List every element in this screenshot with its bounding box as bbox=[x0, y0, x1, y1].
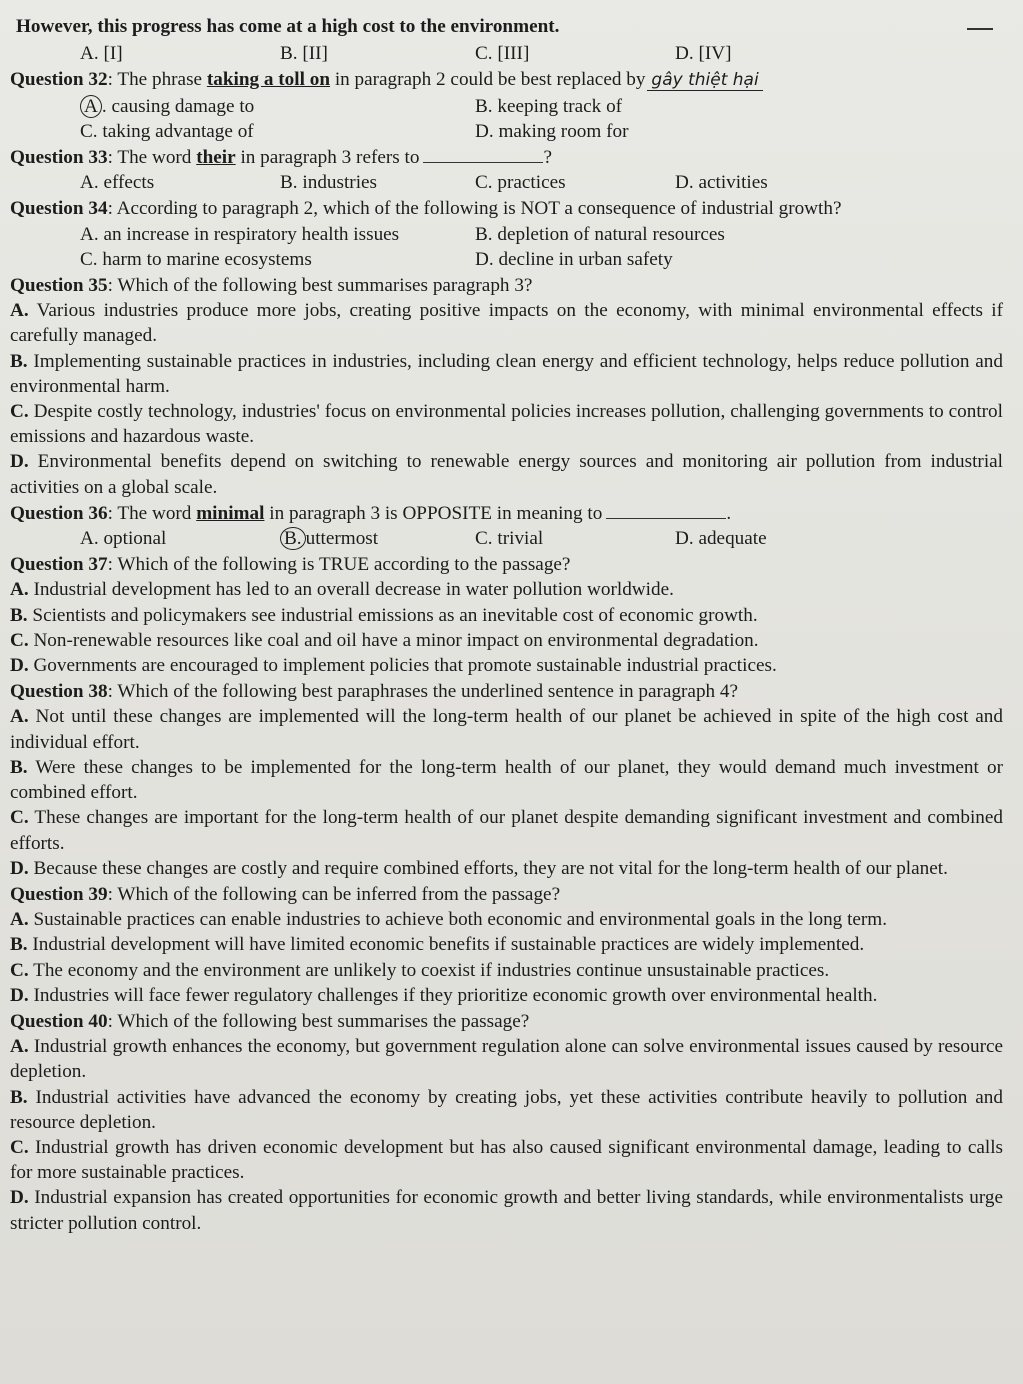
option-c[interactable]: C. harm to marine ecosystems bbox=[80, 248, 312, 270]
question-text: : Which of the following can be inferred from the passage? bbox=[107, 883, 561, 905]
option-letter: C. bbox=[10, 1136, 29, 1158]
option-b[interactable] bbox=[10, 349, 1005, 399]
option-letter: C. bbox=[10, 959, 29, 981]
option-text: Industries will face fewer regulatory challenges if they prioritize economic growth over environmental health. bbox=[28, 984, 878, 1006]
option-a-text: . causing damage to bbox=[101, 95, 255, 117]
question-text: in paragraph 3 refers to bbox=[235, 147, 420, 169]
option-a[interactable] bbox=[80, 94, 475, 119]
option-c[interactable] bbox=[10, 1135, 1005, 1185]
handwritten-note: gây thiệt hại bbox=[647, 70, 762, 91]
option-d[interactable]: D. [IV] bbox=[675, 43, 732, 65]
option-b[interactable]: B. depletion of natural resources bbox=[475, 223, 725, 245]
option-a[interactable]: A. an increase in respiratory health issues bbox=[80, 223, 400, 245]
q34-options-row1 bbox=[10, 222, 1005, 247]
q34-options-row2 bbox=[10, 247, 1005, 272]
option-c[interactable]: C. trivial bbox=[475, 528, 544, 550]
option-a[interactable] bbox=[10, 577, 1005, 602]
option-text: Were these changes to be implemented for the long-term health of our planet, they would demand much investment or combined effort. bbox=[10, 756, 1003, 804]
answer-circle-icon: A bbox=[80, 95, 102, 118]
q33-options bbox=[10, 170, 1005, 195]
option-letter: C. bbox=[10, 807, 29, 829]
option-c[interactable] bbox=[10, 805, 1005, 855]
option-text: These changes are important for the long-term health of our planet despite demanding significant investment and combined efforts. bbox=[10, 807, 1003, 854]
option-d[interactable] bbox=[10, 983, 1005, 1008]
option-letter: C. bbox=[10, 401, 29, 423]
question-label: Question 36 bbox=[10, 502, 108, 524]
question-text: : Which of the following is TRUE according to the passage? bbox=[107, 554, 571, 576]
q32-options-row1 bbox=[10, 94, 1005, 119]
question-text: : According to paragraph 2, which of the following is NOT a consequence of industrial growth? bbox=[107, 198, 842, 220]
question-text: : Which of the following best paraphrases the underlined sentence in paragraph 4? bbox=[107, 681, 739, 703]
option-letter: D. bbox=[10, 1187, 29, 1209]
option-text: Environmental benefits depend on switching to renewable energy sources and monitoring air pollution from industrial activities on a global scale. bbox=[10, 451, 1003, 498]
question-label: Question 39 bbox=[10, 883, 108, 905]
question-text: : The word bbox=[107, 502, 197, 524]
option-text: Governments are encouraged to implement policies that promote sustainable industrial practices. bbox=[28, 655, 777, 677]
question-33 bbox=[10, 145, 1005, 170]
question-end: . bbox=[726, 502, 732, 524]
option-c[interactable] bbox=[10, 399, 1005, 449]
option-c[interactable]: C. [III] bbox=[475, 43, 530, 65]
question-label: Question 32 bbox=[10, 69, 108, 91]
option-text: Industrial growth has driven economic development but has also caused significant environmental damage, leading to calls for more sustainable practices. bbox=[10, 1136, 1003, 1184]
option-letter: A. bbox=[10, 300, 29, 322]
question-label: Question 38 bbox=[10, 681, 108, 703]
option-a[interactable] bbox=[10, 1034, 1005, 1084]
option-b[interactable] bbox=[10, 932, 1005, 957]
q36-options bbox=[10, 526, 1005, 551]
question-end: ? bbox=[543, 147, 552, 169]
answer-circle-icon: B. bbox=[280, 527, 306, 550]
option-c[interactable]: C. taking advantage of bbox=[80, 120, 254, 142]
option-letter: C. bbox=[10, 629, 29, 651]
option-a[interactable] bbox=[10, 907, 1005, 932]
option-b[interactable] bbox=[10, 755, 1005, 805]
option-text: Because these changes are costly and require combined efforts, they are not vital for the long-term health of our planet. bbox=[28, 857, 948, 879]
option-text: Despite costly technology, industries' focus on environmental policies increases pollution, challenging governments to control emissions and hazardous waste. bbox=[10, 401, 1003, 448]
question-text: : Which of the following best summarises the passage? bbox=[107, 1010, 530, 1032]
question-label: Question 35 bbox=[10, 275, 108, 297]
option-letter: D. bbox=[10, 655, 29, 677]
option-c[interactable]: C. practices bbox=[475, 172, 566, 194]
option-d[interactable]: D. decline in urban safety bbox=[475, 248, 673, 270]
option-text: The economy and the environment are unlikely to coexist if industries continue unsustainable practices. bbox=[28, 959, 830, 981]
option-text: Industrial development will have limited economic benefits if sustainable practices are widely implemented. bbox=[27, 934, 865, 956]
question-37 bbox=[10, 552, 1005, 577]
option-d[interactable] bbox=[10, 1185, 1005, 1235]
top-sentence: However, this progress has come at a high cost to the environment. bbox=[16, 16, 560, 37]
option-text: Scientists and policymakers see industrial emissions as an inevitable cost of economic growth. bbox=[27, 604, 758, 626]
option-d[interactable] bbox=[10, 449, 1005, 499]
option-letter: B. bbox=[10, 604, 28, 626]
option-a[interactable]: A. optional bbox=[80, 528, 167, 550]
option-a[interactable]: A. [I] bbox=[80, 43, 123, 65]
option-text: Industrial growth enhances the economy, but government regulation alone can solve environmental issues caused by resource depletion. bbox=[10, 1036, 1003, 1083]
question-label: Question 33 bbox=[10, 147, 108, 169]
option-text: Industrial development has led to an overall decrease in water pollution worldwide. bbox=[28, 579, 674, 601]
question-40 bbox=[10, 1009, 1005, 1034]
question-text: : The word bbox=[107, 147, 197, 169]
question-38 bbox=[10, 679, 1005, 704]
option-b[interactable] bbox=[280, 526, 475, 551]
question-text: in paragraph 3 is OPPOSITE in meaning to bbox=[264, 502, 603, 524]
question-label: Question 34 bbox=[10, 198, 108, 220]
option-b[interactable]: B. [II] bbox=[280, 43, 328, 65]
option-d[interactable] bbox=[10, 856, 1005, 881]
option-d[interactable]: D. making room for bbox=[475, 120, 629, 142]
option-letter: B. bbox=[10, 350, 28, 372]
underlined-word: their bbox=[196, 147, 236, 169]
option-letter: A. bbox=[10, 909, 29, 931]
question-35 bbox=[10, 273, 1005, 298]
option-text: Non-renewable resources like coal and oil have a minor impact on environmental degradation. bbox=[28, 629, 759, 651]
option-text: Not until these changes are implemented will the long-term health of our planet be achieved in spite of the high cost and individual effort. bbox=[10, 706, 1003, 753]
option-text: Various industries produce more jobs, creating positive impacts on the economy, with minimal environmental effects if carefully managed. bbox=[10, 300, 1003, 347]
question-text: in paragraph 2 could be best replaced by bbox=[330, 69, 646, 91]
option-letter: D. bbox=[10, 451, 29, 473]
option-b[interactable]: B. keeping track of bbox=[475, 95, 623, 117]
option-text: Industrial expansion has created opportunities for economic growth and better living standards, while environmentalists urge stricter pollution control. bbox=[10, 1187, 1003, 1234]
option-a[interactable]: A. effects bbox=[80, 172, 155, 194]
option-letter: A. bbox=[10, 579, 29, 601]
option-d[interactable]: D. activities bbox=[675, 172, 768, 194]
underlined-word: minimal bbox=[196, 502, 265, 524]
q32-options-row2 bbox=[10, 119, 1005, 144]
underlined-phrase: taking a toll on bbox=[206, 69, 331, 91]
question-text: : The phrase bbox=[107, 69, 207, 91]
question-label: Question 40 bbox=[10, 1010, 108, 1032]
question-32 bbox=[10, 67, 1005, 93]
option-letter: A. bbox=[10, 706, 29, 728]
option-b[interactable] bbox=[10, 1085, 1005, 1135]
option-letter: D. bbox=[10, 984, 29, 1006]
question-label: Question 37 bbox=[10, 554, 108, 576]
top-options bbox=[10, 41, 1005, 66]
option-letter: A. bbox=[10, 1036, 29, 1058]
question-text: : Which of the following best summarises paragraph 3? bbox=[107, 275, 533, 297]
option-text: Industrial activities have advanced the economy by creating jobs, yet these activities contribute heavily to pollution and resource depletion. bbox=[10, 1086, 1003, 1133]
option-a[interactable] bbox=[10, 298, 1005, 348]
option-d[interactable]: D. adequate bbox=[675, 528, 767, 550]
option-b[interactable]: B. industries bbox=[280, 172, 378, 194]
question-34 bbox=[10, 196, 1005, 221]
option-d[interactable] bbox=[10, 653, 1005, 678]
option-letter: B. bbox=[10, 1086, 28, 1108]
pen-mark bbox=[967, 28, 993, 30]
answer-blank bbox=[606, 504, 726, 519]
option-letter: B. bbox=[10, 934, 28, 956]
question-36 bbox=[10, 501, 1005, 526]
option-c[interactable] bbox=[10, 628, 1005, 653]
option-b-text: uttermost bbox=[305, 528, 379, 550]
question-39 bbox=[10, 882, 1005, 907]
option-text: Sustainable practices can enable industries to achieve both economic and environmental goals in the long term. bbox=[28, 909, 888, 931]
answer-blank bbox=[423, 148, 543, 163]
option-text: Implementing sustainable practices in industries, including clean energy and efficient technology, helps reduce pollution and environmental harm. bbox=[10, 350, 1003, 397]
option-b[interactable] bbox=[10, 603, 1005, 628]
option-letter: D. bbox=[10, 857, 29, 879]
option-c[interactable] bbox=[10, 958, 1005, 983]
option-letter: B. bbox=[10, 756, 28, 778]
option-a[interactable] bbox=[10, 704, 1005, 754]
